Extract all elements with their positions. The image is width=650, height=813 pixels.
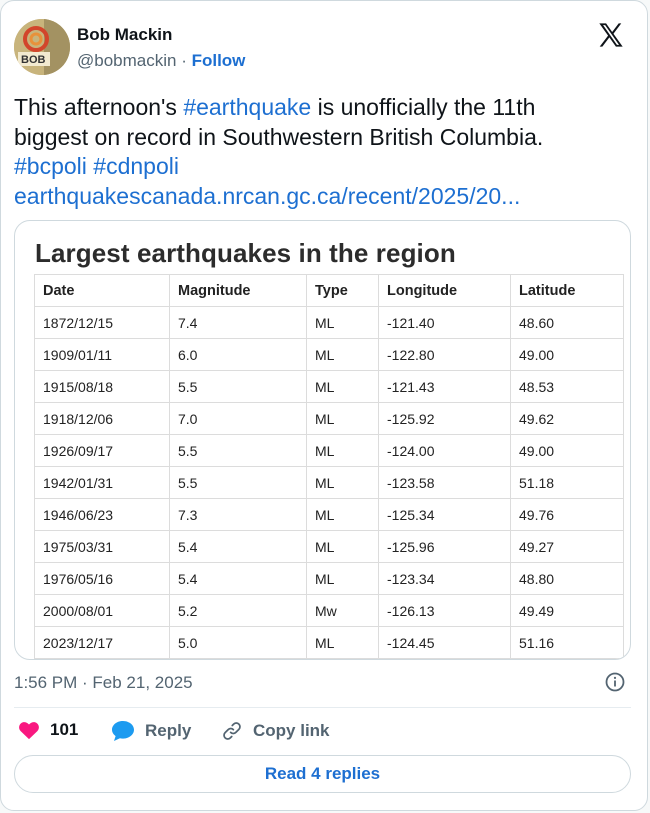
tweet-line-2: biggest on record in Southwestern British Columbia. — [14, 123, 544, 150]
external-link[interactable]: earthquakescanada.nrcan.gc.ca/recent/2025/20... — [14, 182, 521, 209]
tweet-text-segment: is unofficially the 11th — [311, 94, 536, 120]
table-cell: 1976/05/16 — [35, 563, 170, 595]
handle-separator: · — [176, 51, 192, 70]
table-row — [35, 371, 624, 403]
table-cell: -122.80 — [379, 339, 511, 371]
copy-link-label: Copy link — [253, 721, 330, 740]
table-cell: -123.34 — [379, 563, 511, 595]
table-cell: 5.5 — [170, 435, 307, 467]
avatar-image — [14, 19, 70, 75]
table-cell: 2023/12/17 — [35, 627, 170, 659]
tweet-text — [14, 93, 624, 211]
table-row — [35, 403, 624, 435]
table-cell: ML — [307, 339, 379, 371]
like-count: 101 — [50, 720, 79, 739]
hashtags-link[interactable]: #bcpoli #cdnpoli — [14, 153, 179, 179]
table-cell: 1915/08/18 — [35, 371, 170, 403]
column-header: Type — [307, 275, 379, 307]
table-row — [35, 531, 624, 563]
table-cell: 48.60 — [511, 307, 624, 339]
table-cell: ML — [307, 403, 379, 435]
avatar-logo-text: BOB — [21, 54, 46, 66]
reply-button[interactable] — [111, 720, 191, 742]
table-cell: ML — [307, 499, 379, 531]
table-row — [35, 563, 624, 595]
table-cell: -123.58 — [379, 467, 511, 499]
table-cell: 49.62 — [511, 403, 624, 435]
table-cell: 49.76 — [511, 499, 624, 531]
table-cell: -121.40 — [379, 307, 511, 339]
tweet-line-1 — [14, 93, 624, 123]
reply-label: Reply — [145, 721, 192, 740]
table-cell: -121.43 — [379, 371, 511, 403]
table-cell: -125.96 — [379, 531, 511, 563]
x-logo-icon[interactable] — [597, 21, 625, 49]
table-cell: ML — [307, 307, 379, 339]
table-cell: -125.34 — [379, 499, 511, 531]
read-replies-button[interactable]: Read 4 replies — [14, 755, 631, 793]
copy-link-button[interactable] — [221, 720, 330, 742]
table-cell: ML — [307, 531, 379, 563]
media-title: Largest earthquakes in the region — [35, 238, 456, 268]
table-row — [35, 307, 624, 339]
author-handle-line — [77, 51, 245, 71]
table-cell: 1942/01/31 — [35, 467, 170, 499]
table-cell: 7.4 — [170, 307, 307, 339]
table-cell: 5.5 — [170, 467, 307, 499]
table-cell: 7.0 — [170, 403, 307, 435]
table-cell: 49.00 — [511, 339, 624, 371]
column-header: Date — [35, 275, 170, 307]
author-handle[interactable]: @bobmackin — [77, 51, 177, 70]
divider — [14, 707, 631, 708]
table-cell: Mw — [307, 595, 379, 627]
table-row — [35, 595, 624, 627]
table-cell: 48.80 — [511, 563, 624, 595]
table-cell: -126.13 — [379, 595, 511, 627]
hashtag-earthquake-link[interactable]: #earthquake — [183, 94, 312, 120]
table-cell: 49.49 — [511, 595, 624, 627]
column-header: Latitude — [511, 275, 624, 307]
table-cell: 1926/09/17 — [35, 435, 170, 467]
table-cell: 5.4 — [170, 531, 307, 563]
follow-button[interactable]: Follow — [191, 51, 246, 70]
column-header: Magnitude — [170, 275, 307, 307]
table-cell: 1872/12/15 — [35, 307, 170, 339]
table-cell: 5.4 — [170, 563, 307, 595]
column-header: Longitude — [379, 275, 511, 307]
table-cell: 49.00 — [511, 435, 624, 467]
table-cell: 7.3 — [170, 499, 307, 531]
table-cell: 1975/03/31 — [35, 531, 170, 563]
table-cell: -124.00 — [379, 435, 511, 467]
table-cell: 5.5 — [170, 371, 307, 403]
avatar[interactable] — [14, 19, 70, 75]
table-row — [35, 499, 624, 531]
table-header-row — [35, 275, 624, 307]
table-cell: ML — [307, 627, 379, 659]
table-cell: ML — [307, 563, 379, 595]
link-icon — [221, 720, 243, 742]
table-cell: 1946/06/23 — [35, 499, 170, 531]
table-cell: ML — [307, 467, 379, 499]
table-row — [35, 435, 624, 467]
table-cell: ML — [307, 371, 379, 403]
table-cell: 5.2 — [170, 595, 307, 627]
info-icon[interactable] — [605, 672, 625, 692]
earthquake-table — [34, 274, 624, 659]
table-cell: 5.0 — [170, 627, 307, 659]
table-cell: 2000/08/01 — [35, 595, 170, 627]
table-cell: ML — [307, 435, 379, 467]
table-row — [35, 627, 624, 659]
table-cell: -124.45 — [379, 627, 511, 659]
table-cell: 1909/01/11 — [35, 339, 170, 371]
heart-icon — [18, 720, 40, 740]
table-cell: 6.0 — [170, 339, 307, 371]
speech-bubble-icon — [111, 720, 135, 742]
table-cell: 48.53 — [511, 371, 624, 403]
table-row — [35, 339, 624, 371]
table-cell: 49.27 — [511, 531, 624, 563]
like-button[interactable] — [18, 720, 78, 740]
tweet-text-segment: This afternoon's — [14, 94, 184, 120]
table-cell: -125.92 — [379, 403, 511, 435]
table-cell: 51.18 — [511, 467, 624, 499]
table-body — [35, 307, 624, 659]
timestamp[interactable]: 1:56 PM · Feb 21, 2025 — [14, 673, 193, 692]
media-image[interactable] — [14, 220, 631, 660]
table-cell: 51.16 — [511, 627, 624, 659]
table-row — [35, 467, 624, 499]
author-name[interactable]: Bob Mackin — [77, 25, 173, 44]
table-cell: 1918/12/06 — [35, 403, 170, 435]
